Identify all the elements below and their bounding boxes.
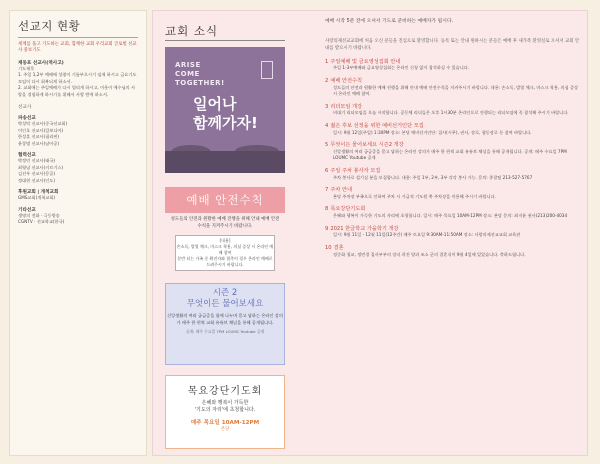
- news-item-heading: 젊은 후보 선정을 위한 예비선거인단 모집: [330, 122, 424, 129]
- section-line: 한성훈 선교사(필리핀): [18, 134, 60, 140]
- poster-ko-line: 일어나: [193, 95, 237, 113]
- poster-english: [175, 61, 225, 87]
- safety-card[interactable]: [165, 187, 285, 273]
- news-list: [325, 27, 581, 258]
- mission-section-3: [18, 115, 138, 147]
- news-item: [325, 104, 581, 117]
- section-line: GMS교회(개척교회): [18, 195, 56, 201]
- mission-section-4: [18, 152, 138, 184]
- crowd-silhouette-icon: [165, 151, 285, 173]
- ask-foot: 공개: 매주 수요일 7PM LOUMC Youtube 공개: [185, 329, 265, 335]
- poster-korean: [193, 95, 258, 133]
- news-item-heading: 무엇이든 물어보세요 시즌2 개강: [330, 142, 404, 149]
- prayer-body-line: '기도의 자리'에 초청합니다.: [194, 407, 256, 414]
- mission-subtitle: 세계를 품고 기도하는 교회, 함께한 교회 우리교회 글로벌 선교사 중보기도: [18, 42, 137, 54]
- section-heading: 협력선교: [18, 153, 36, 159]
- section-line: 생명의 전화 · 극동방송: [18, 212, 60, 218]
- news-item-title: [325, 187, 581, 194]
- news-item-heading: 주일 주차 봉사자 모집: [330, 167, 381, 174]
- arise-poster[interactable]: [165, 47, 285, 173]
- ask-anything-card[interactable]: [165, 283, 285, 365]
- section-line: 박성탁 선교사(중국선교회): [18, 121, 68, 127]
- news-item: [325, 59, 581, 72]
- news-item-number: 10: [325, 244, 332, 251]
- news-item-body: 정중화 청교, 정민경 집사부부의 장녀 희진 양과 조소 군의 결혼식이 9월 4일에 있었습니다. 축하드립니다.: [333, 251, 526, 257]
- prayer-body-line: 은혜와 행복이 가득한: [201, 400, 249, 406]
- news-item-heading: 주차 안내: [330, 187, 353, 194]
- news-item-number: 4: [325, 122, 329, 129]
- section-heading: 후원교회 | 개척교회: [18, 190, 59, 196]
- safety-body: 성도들의 안전과 원활한 예배 진행을 위해 안내 예배 안전수칙을 지켜주시기 바랍니다.: [170, 217, 280, 229]
- news-item: [325, 168, 581, 181]
- news-item-number: 7: [325, 187, 329, 194]
- news-item-body: 비대기 리더모임을 오늘 시작합니다. 공동체 리더들은 오후 1시30분 온라인으로 진행되는 리더모임에 꼭 참석해 주시기 바랍니다.: [333, 110, 569, 116]
- section-heading: 선교사: [18, 105, 32, 111]
- mission-section-1: [18, 60, 138, 99]
- poster-en-line: COME: [175, 69, 200, 78]
- safety-box-body: 손소독, 발열 체크, 마스크 착용, 의심 증상 시 온라인 예배 참여: [176, 244, 274, 255]
- poster-emblem-icon: [261, 61, 273, 79]
- section-line: 1. 주일 1,2부 예배에 성령이 기름부으시기 임재 하시고 금요기도 모임이 다시 회복되게 하소서.: [18, 72, 137, 84]
- news-item-heading: 주일예배 및 금요영성집회 안내: [330, 58, 401, 65]
- poster-en-line: TOGETHER!: [175, 78, 225, 87]
- section-line: 기도제목: [18, 65, 35, 71]
- news-item-body: 일시: 9월 12일(주일) 1:30PM 장소: 본당 예비선거인단: 집사(시무), 권사, 장로, 협동장로 등 참여 바랍니다.: [333, 129, 532, 135]
- news-item-body: 주차 봉사로 섬기실 분을 모집합니다. 내용: 주일 1부, 2부, 3부 각각 봉사 가능. 문의: 총괄팀 213-527-5767: [333, 174, 533, 180]
- section-line: 최영남 선교사(키르기스): [18, 164, 64, 170]
- news-item: [325, 226, 581, 239]
- safety-title: 예배 안전수칙: [165, 187, 285, 213]
- section-line: 2. 교회에는 주일예배가 다시 열리게 하시고, 이웃이 예수님의 사랑을 경험하게 하시기를 위해서 사랑 받게 하소서.: [18, 85, 136, 97]
- mission-section-6: [18, 207, 138, 226]
- prayer-body: [166, 400, 284, 415]
- section-line: 윤창범 선교사(남아공): [18, 140, 60, 146]
- news-item-number: 2: [325, 77, 329, 84]
- news-item-heading: 결혼: [333, 244, 344, 251]
- news-item-body: 일시: 9월 11일 - 12월 11일(12주간) 매주 토요일 9:30AM-11:50AM 장소: 사랑의제선교교회 교육관: [333, 232, 521, 238]
- section-line: 박정민 선교사(태국): [18, 158, 55, 164]
- news-item: [325, 78, 581, 98]
- poster-ko-line: 함께가자!: [193, 113, 258, 132]
- news-item-title: [325, 123, 581, 130]
- news-item-heading: 예배 안전수칙: [330, 77, 363, 84]
- prayer-time: 매주 목요일 10AM-12PM: [190, 419, 260, 426]
- section-heading: 재동포 선교사(역사고): [18, 60, 64, 66]
- mission-section-5: [18, 189, 138, 202]
- news-item-body: 주일 1-3부예배와 금요영성집회는 온라인 신청 없이 참석하실 수 있습니다.: [333, 65, 470, 71]
- news-item-number: 8: [325, 206, 329, 213]
- ask-title: [166, 288, 284, 309]
- section-line: 정대현 선교사(인도): [18, 177, 55, 183]
- mission-title: 선교지 현황: [18, 18, 138, 38]
- safety-box-note: 분반 되는 가족 중 확진자와 접촉이 경우 온라인 예배로 드려주시기 바랍니다.: [177, 256, 273, 267]
- news-item-heading: 리더모임 개강: [330, 103, 363, 110]
- news-item: [325, 123, 581, 136]
- news-item-number: 5: [325, 142, 329, 149]
- section-heading: 파송선교: [18, 116, 36, 122]
- news-item: [325, 206, 581, 219]
- news-item: [325, 142, 581, 162]
- ask-title-line: 무엇이든 물어보세요: [186, 298, 264, 309]
- news-item-heading: 목요강단기도회: [330, 206, 366, 213]
- news-item-title: [325, 78, 581, 85]
- news-item-number: 9: [325, 225, 329, 232]
- ask-body: 신앙생활의 여러 궁금증을 함께 나누며 묻고 답하는 온라인 강의가 매주 한 편씩 교회 유튜브 채널을 통해 공개됩니다.: [167, 313, 283, 325]
- news-item-body: 성도들의 안전과 원활한 예배 진행을 위해 안내 예배 안전수칙을 지켜주시기 바랍니다. 내용: 손소독, 발열 체크, 마스크 착용, 의심 증상 시 온라인 예배 참여.: [333, 84, 579, 97]
- news-title: 교회 소식: [165, 24, 219, 38]
- news-item-body: 신앙생활의 여러 궁금증을 묻고 답하는 온라인 강의가 매주 한 편씩 교회 유튜브 채널을 통해 공개됩니다. 공개: 매주 수요일 7PM LOUMC Youtube 공개: [333, 148, 567, 161]
- news-item-title: [325, 142, 581, 149]
- safety-box-title: [내용]: [219, 238, 231, 243]
- ask-title-line: 시즌 2: [212, 288, 238, 298]
- news-item: [325, 245, 581, 258]
- news-item-heading: 2021 한글학교 가을학기 개강: [330, 225, 399, 232]
- safety-box: [175, 235, 275, 271]
- thursday-prayer-card[interactable]: [165, 375, 285, 449]
- section-heading: 기타선교: [18, 207, 36, 213]
- mission-panel: [9, 10, 147, 456]
- section-line: 김선우 선교사(몽골): [18, 171, 55, 177]
- news-item-number: 3: [325, 103, 329, 110]
- section-line: 이인호 선교사(캄보디아): [18, 127, 64, 133]
- news-item-body: 본당 주차장 부족으로 인하여 주차 시 가급적 기도원 쪽 주차장을 이용해 주시기 바랍니다.: [333, 193, 496, 199]
- news-item-title: [325, 245, 581, 252]
- title-divider: [165, 40, 285, 41]
- top-notice: 예배 시작 5분 전에 오셔서 기도로 준비하는 예배자가 됩시다.: [325, 19, 453, 24]
- news-item-body: 은혜와 행복이 가득한 기도의 자리에 초청합니다. 일시: 매주 목요일 10AM-12PM 장소: 본당 문의: 최지윤 권사(213)200-4034: [333, 213, 568, 219]
- section-line: CGNTV · 선교학교(한국): [18, 219, 65, 225]
- news-item-number: 1: [325, 58, 329, 65]
- news-item-title: [325, 168, 581, 175]
- prayer-location: 본당: [220, 426, 230, 432]
- news-item: [325, 187, 581, 200]
- poster-en-line: ARISE: [175, 61, 201, 69]
- church-news-panel: [152, 10, 588, 456]
- news-intro: 사랑의제선교교회에 처음 오신 분들을 진심으로 환영합니다. 등록 또는 안내 원하시는 분들은 예배 후 새가족 환영실로 오셔서 교회 안내를 받으시기 바랍니다.: [325, 39, 580, 51]
- news-item-number: 6: [325, 167, 329, 174]
- prayer-title: 목요강단기도회: [187, 386, 263, 397]
